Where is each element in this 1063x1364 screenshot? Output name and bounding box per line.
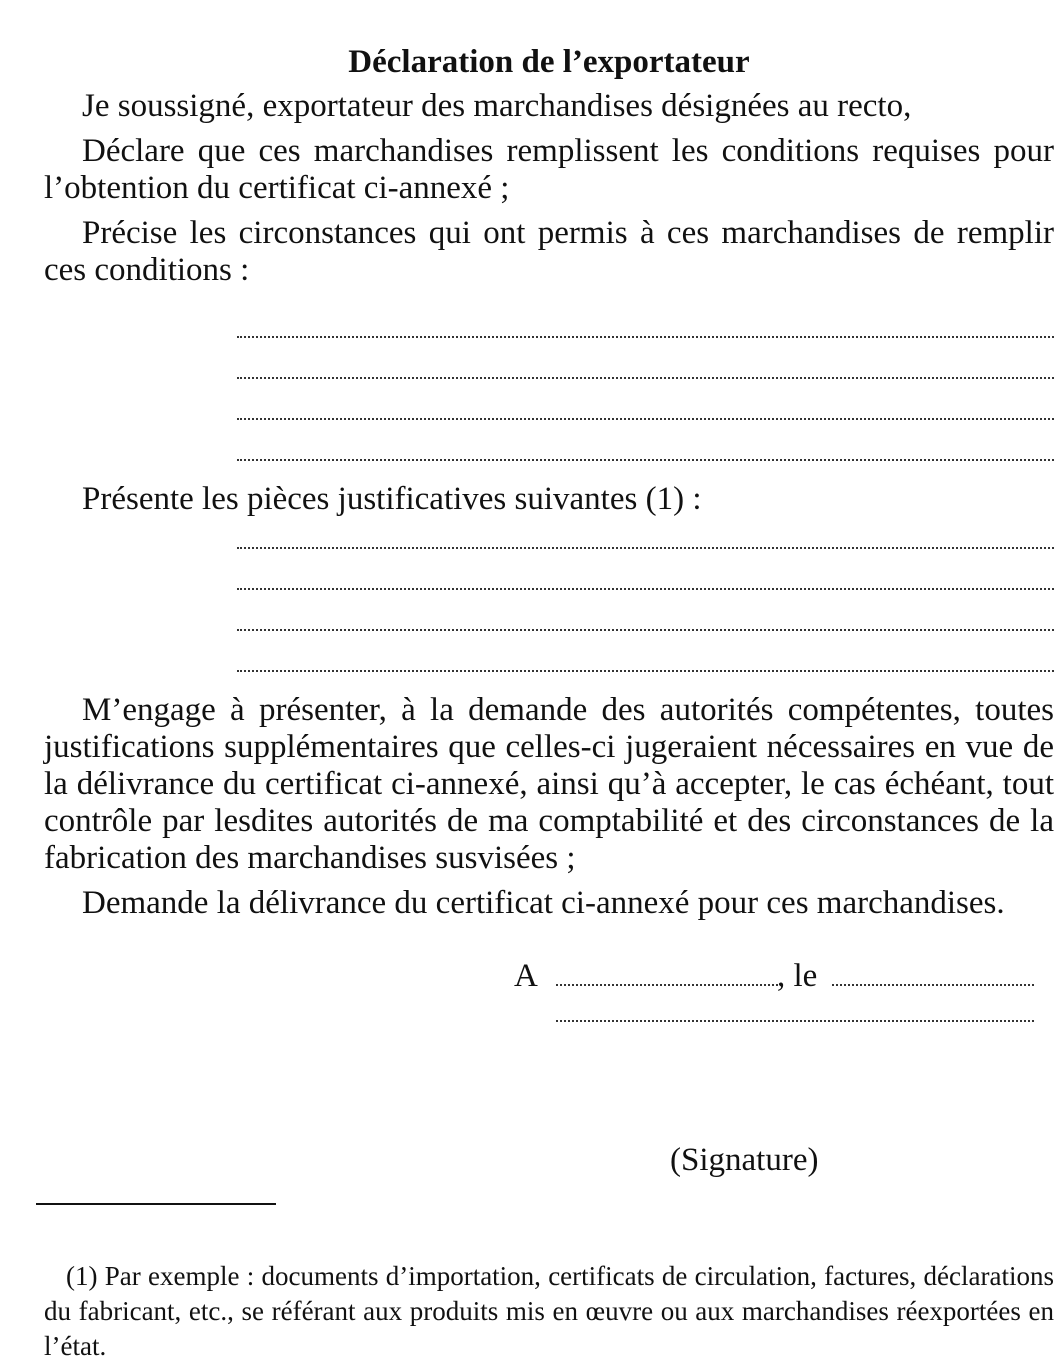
footnote-separator — [36, 1203, 276, 1205]
fill-line[interactable] — [237, 297, 1054, 338]
fill-line[interactable] — [237, 590, 1054, 631]
paragraph-request: Demande la délivrance du certificat ci-annexé pour ces marchandises. — [82, 885, 1005, 921]
circumstances-fill-lines — [44, 297, 1054, 461]
fill-line[interactable] — [237, 420, 1054, 461]
supporting-documents-fill-lines — [44, 508, 1054, 672]
paragraph-declare: Déclare que ces marchandises remplissent les conditions requises pour l’obtention du certificat ci-annexé ; — [44, 133, 1054, 206]
fill-line[interactable] — [237, 379, 1054, 420]
place-fill-line[interactable] — [556, 984, 778, 986]
date-fill-line[interactable] — [832, 984, 1034, 986]
fill-line[interactable] — [237, 338, 1054, 379]
fill-line[interactable] — [237, 631, 1054, 672]
document-title: Déclaration de l’exportateur — [348, 44, 750, 80]
place-label: A — [514, 958, 538, 994]
paragraph-undersigned: Je soussigné, exportateur des marchandises désignées au recto, — [82, 88, 912, 124]
date-label: , le — [777, 958, 818, 994]
signature-fill-line[interactable] — [556, 1020, 1034, 1022]
fill-line[interactable] — [237, 549, 1054, 590]
signature-label: (Signature) — [670, 1142, 819, 1178]
paragraph-supporting-documents: Présente les pièces justificatives suivantes (1) : — [82, 481, 702, 517]
declaration-document — [44, 40, 1054, 1036]
place-date-row — [44, 948, 1054, 1006]
paragraph-commitment: M’engage à présenter, à la demande des autorités compétentes, toutes justifications supplémentaires que celles-ci jugeraient nécessaires en vue de la délivrance du certificat ci-annexé, ainsi qu’à accepter, le cas échéant, tout contrôle par lesdites autorités de ma comptabilité et des circonstances de la fabrication des marchandises susvisées ; — [44, 692, 1054, 876]
signature-row — [44, 1006, 1054, 1036]
footnote: (1) Par exemple : documents d’importation, certificats de circulation, factures, déclarations du fabricant, etc., se référant aux produits mis en œuvre ou aux marchandises réexportées en l’état. — [44, 1261, 1054, 1361]
paragraph-circumstances: Précise les circonstances qui ont permis à ces marchandises de remplir ces conditions : — [44, 215, 1054, 288]
